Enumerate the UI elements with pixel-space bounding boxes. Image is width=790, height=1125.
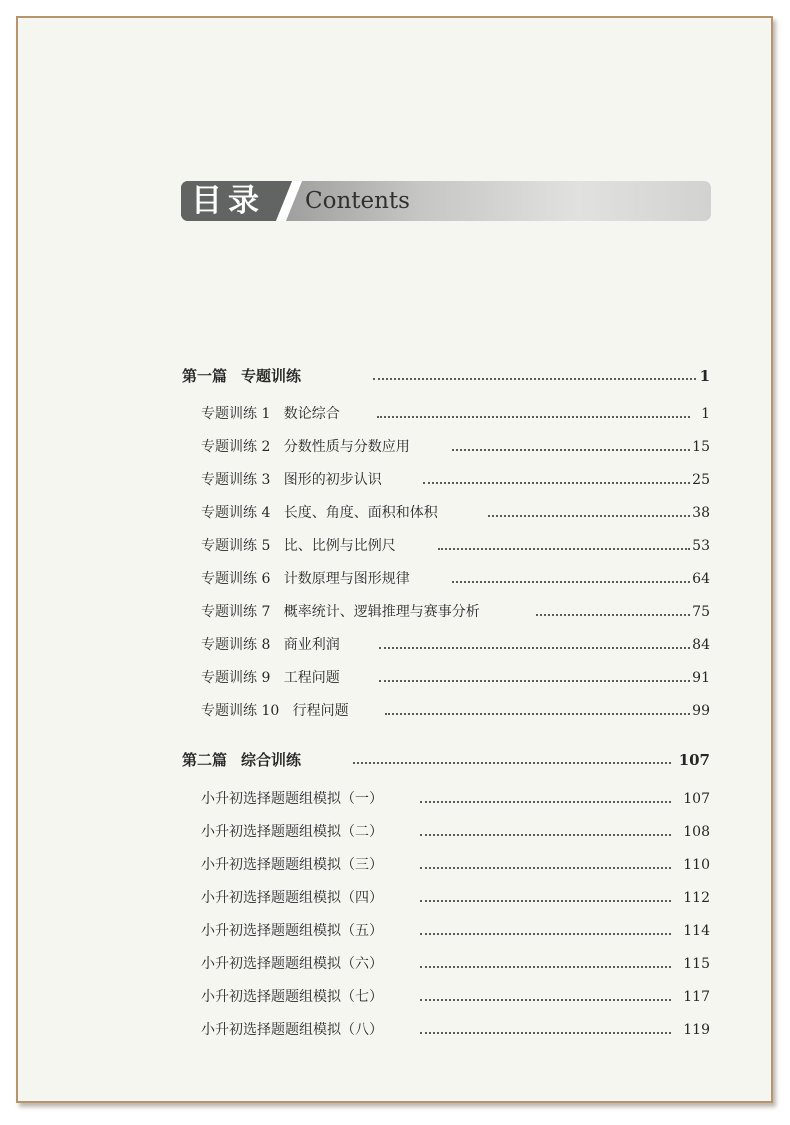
- toc-entry: [18, 501, 771, 525]
- page-number: 119: [683, 1022, 710, 1038]
- page-number: 114: [683, 923, 710, 939]
- dot-leader: [379, 633, 690, 649]
- toc-entry: [18, 567, 771, 591]
- page-number: 53: [692, 538, 710, 554]
- toc-entry: [18, 534, 771, 558]
- toc-entry-label: 小升初选择题题组模拟（四）: [201, 890, 383, 906]
- dot-leader: [379, 666, 690, 682]
- page-number: 25: [692, 472, 710, 488]
- dot-leader: [536, 600, 690, 616]
- toc-entry: [18, 919, 771, 943]
- toc-entry: [18, 886, 771, 910]
- dot-leader: [423, 468, 690, 484]
- toc-entry-label: 专题训练 6 计数原理与图形规律: [201, 571, 410, 587]
- contents-title-zh: 目录: [191, 183, 265, 219]
- dot-leader: [420, 985, 671, 1001]
- toc-entry-label: 专题训练 8 商业利润: [201, 637, 340, 653]
- page-number: 75: [692, 604, 710, 620]
- toc-entry-label: 小升初选择题题组模拟（三）: [201, 857, 383, 873]
- page-number: 1: [701, 406, 710, 422]
- toc-entry: [18, 468, 771, 492]
- page-number: 117: [683, 989, 710, 1005]
- part-number: 第一篇: [182, 367, 228, 385]
- toc-entry: [18, 853, 771, 877]
- toc-entry: [18, 402, 771, 426]
- contents-title-en: Contents: [305, 188, 410, 214]
- toc-entry-label: 专题训练 9 工程问题: [201, 670, 340, 686]
- page-number: 64: [692, 571, 710, 587]
- page-number: 107: [678, 751, 710, 769]
- table-of-contents: [18, 18, 771, 1101]
- dot-leader: [452, 567, 690, 583]
- dot-leader: [420, 853, 671, 869]
- dot-leader: [452, 435, 690, 451]
- dot-leader: [353, 748, 671, 764]
- book-page: [16, 16, 773, 1103]
- toc-entry-label: 专题训练 10 行程问题: [201, 703, 349, 719]
- dot-leader: [420, 919, 671, 935]
- page-number: 84: [692, 637, 710, 653]
- page-number: 1: [699, 367, 710, 385]
- toc-entry-label: 小升初选择题题组模拟（一）: [201, 791, 383, 807]
- page-number: 107: [683, 791, 710, 807]
- page-number: 99: [692, 703, 710, 719]
- page-number: 110: [683, 857, 710, 873]
- page-number: 108: [683, 824, 710, 840]
- dot-leader: [420, 820, 671, 836]
- part-number: 第二篇: [182, 751, 228, 769]
- toc-entry-label: 专题训练 5 比、比例与比例尺: [201, 538, 396, 554]
- toc-entry-label: 专题训练 3 图形的初步认识: [201, 472, 382, 488]
- dot-leader: [420, 952, 671, 968]
- part-title: 专题训练: [241, 367, 302, 385]
- dot-leader: [377, 402, 690, 418]
- dot-leader: [373, 364, 696, 380]
- toc-entry-label: 专题训练 1 数论综合: [201, 406, 340, 422]
- part-title: 综合训练: [241, 751, 302, 769]
- page-number: 38: [692, 505, 710, 521]
- part-heading: [18, 364, 771, 388]
- toc-entry: [18, 699, 771, 723]
- dot-leader: [438, 534, 690, 550]
- toc-entry-label: 小升初选择题题组模拟（七）: [201, 989, 383, 1005]
- toc-entry-label: 专题训练 2 分数性质与分数应用: [201, 439, 410, 455]
- page-number: 115: [683, 956, 710, 972]
- dot-leader: [420, 787, 671, 803]
- toc-entry: [18, 435, 771, 459]
- toc-entry-label: 小升初选择题题组模拟（八）: [201, 1022, 383, 1038]
- page-number: 112: [683, 890, 710, 906]
- toc-entry: [18, 666, 771, 690]
- toc-entry: [18, 1018, 771, 1042]
- toc-entry: [18, 952, 771, 976]
- page-number: 91: [692, 670, 710, 686]
- dot-leader: [420, 1018, 671, 1034]
- toc-entry-label: 专题训练 4 长度、角度、面积和体积: [201, 505, 438, 521]
- toc-entry-label: 专题训练 7 概率统计、逻辑推理与赛事分析: [201, 604, 480, 620]
- part-heading-label: [182, 748, 301, 772]
- toc-entry-label: 小升初选择题题组模拟（六）: [201, 956, 383, 972]
- toc-entry: [18, 787, 771, 811]
- dot-leader: [420, 886, 671, 902]
- dot-leader: [385, 699, 690, 715]
- dot-leader: [488, 501, 690, 517]
- toc-entry-label: 小升初选择题题组模拟（五）: [201, 923, 383, 939]
- toc-entry: [18, 985, 771, 1009]
- page-number: 15: [692, 439, 710, 455]
- toc-entry: [18, 633, 771, 657]
- toc-entry-label: 小升初选择题题组模拟（二）: [201, 824, 383, 840]
- toc-entry: [18, 820, 771, 844]
- part-heading: [18, 748, 771, 772]
- part-heading-label: [182, 364, 301, 388]
- toc-entry: [18, 600, 771, 624]
